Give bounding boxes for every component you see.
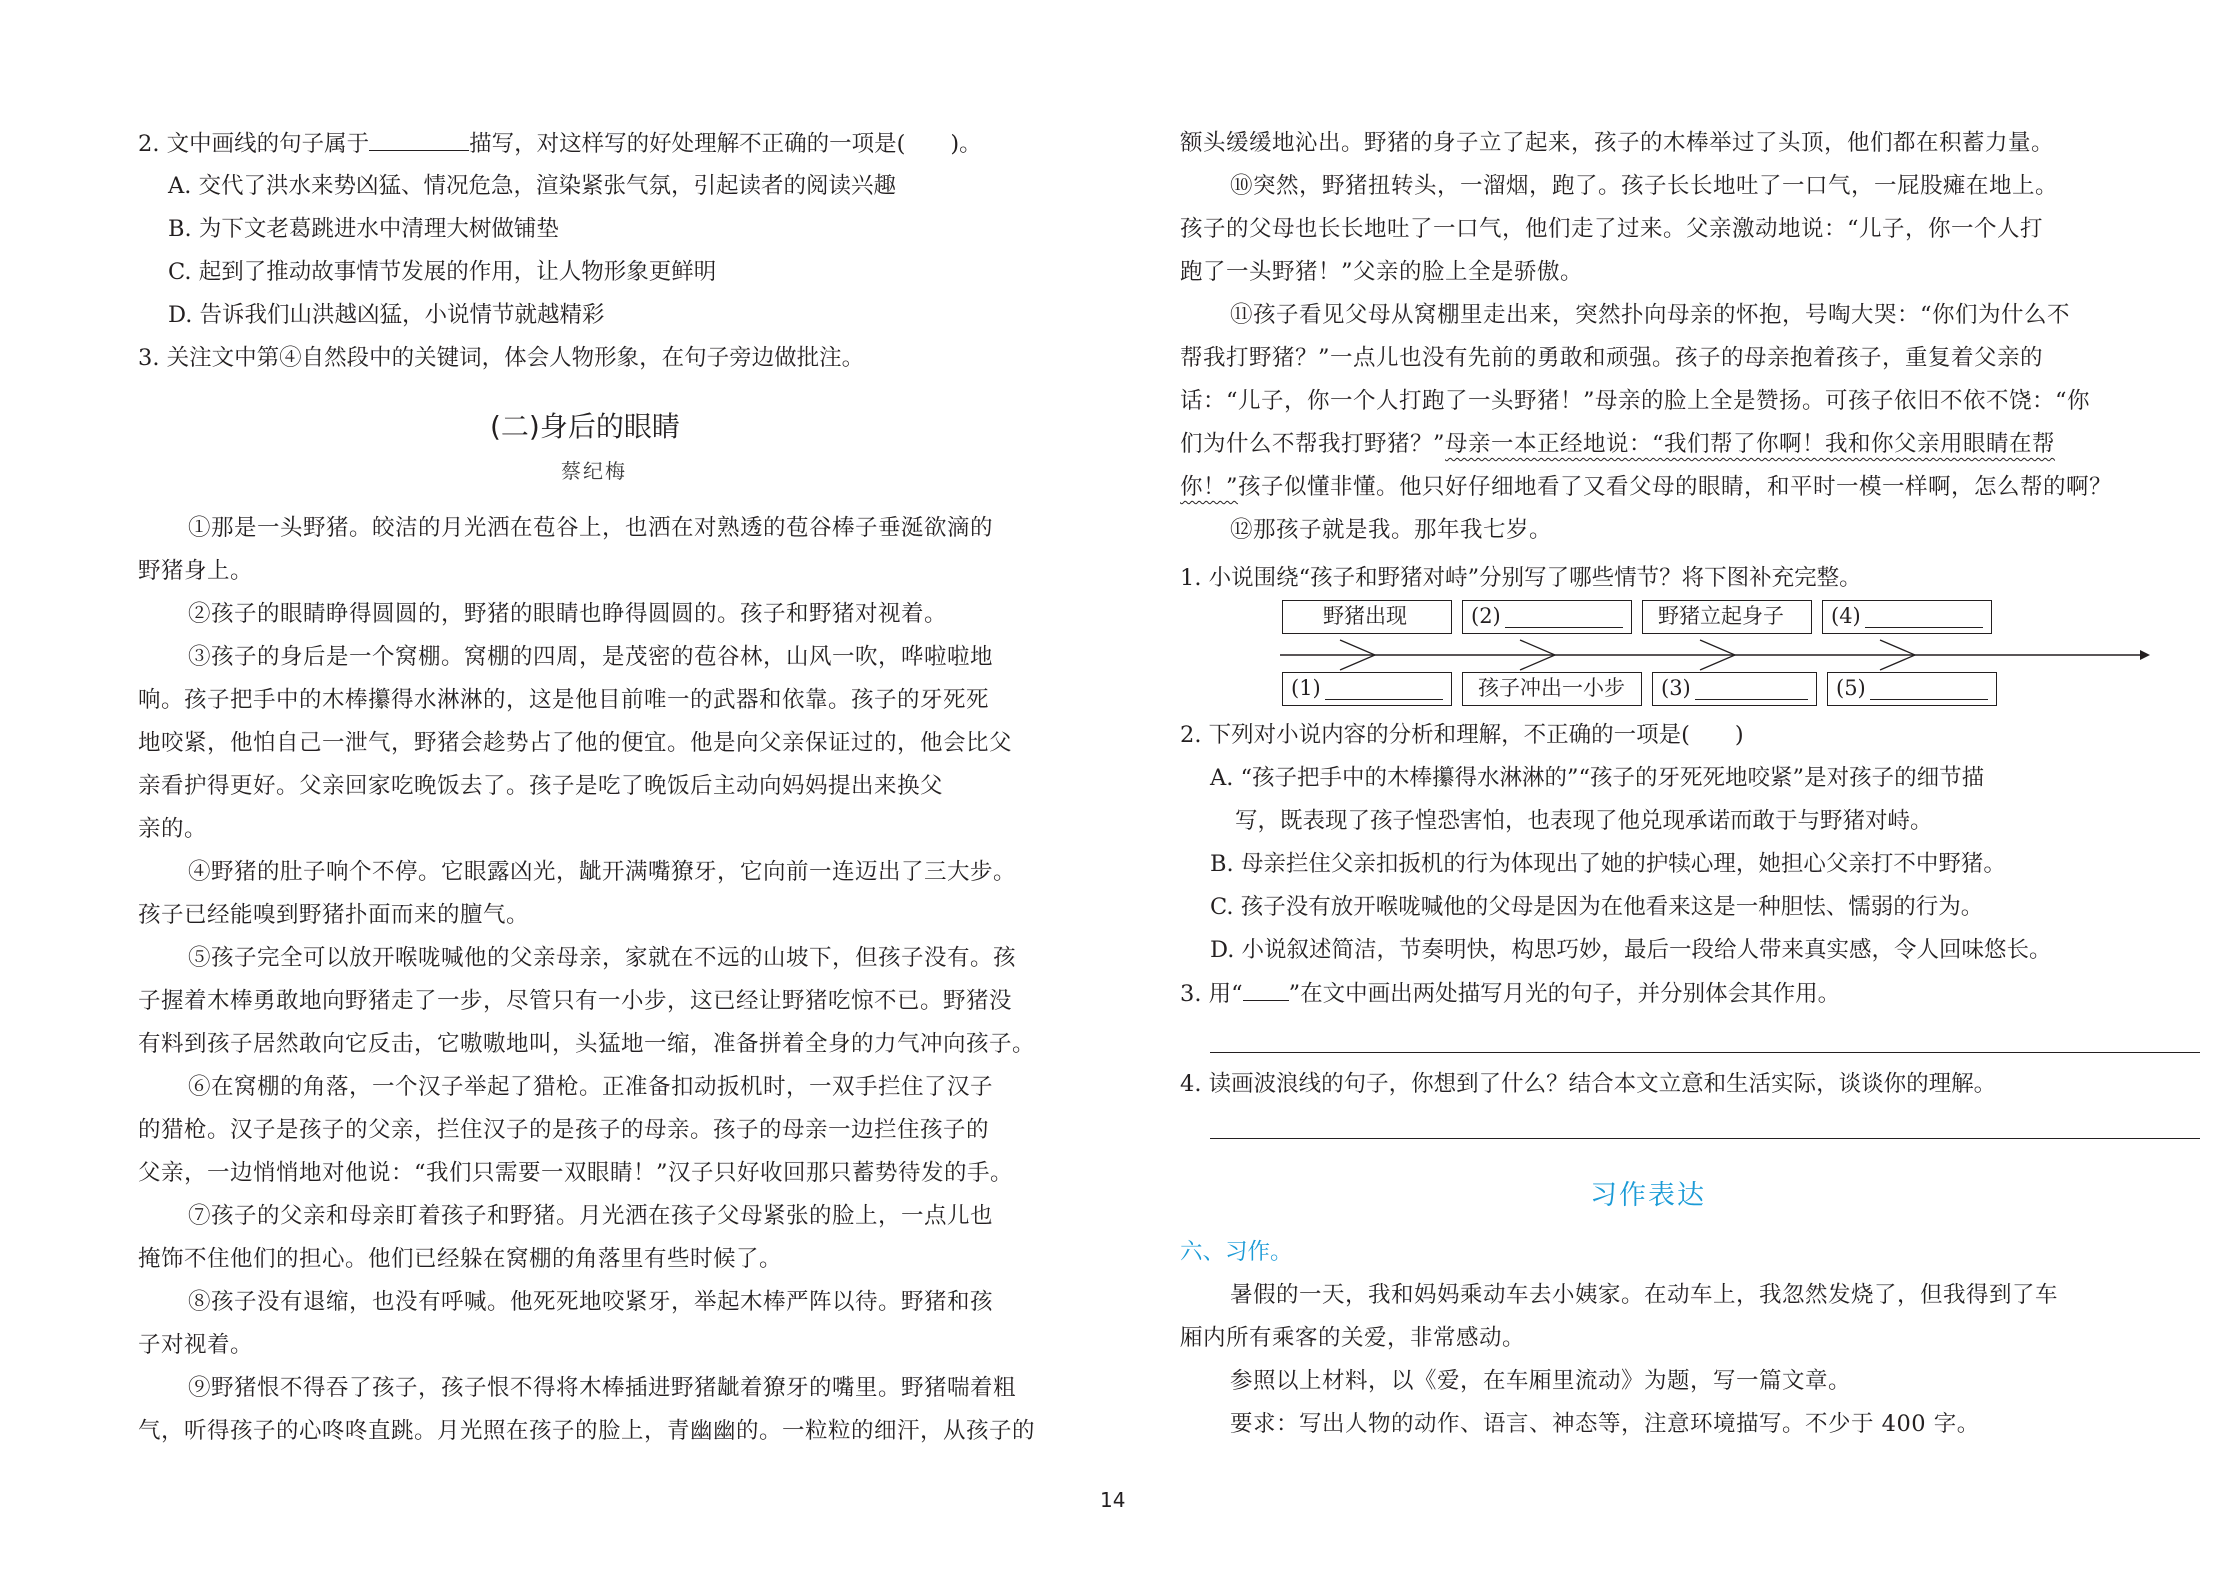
question-r3	[1180, 978, 1840, 1009]
story-line: 子对视着。	[138, 1332, 254, 1358]
writing-line: 参照以上材料，以《爱，在车厢里流动》为题，写一篇文章。	[1230, 1368, 1852, 1394]
story-line: 话：“儿子，你一个人打跑了一头野猪！”母亲的脸上全是赞扬。可孩子依旧不依不饶：“你	[1180, 388, 2091, 414]
writing-line: 暑假的一天，我和妈妈乘动车去小姨家。在动车上，我忽然发烧了，但我得到了车	[1230, 1282, 2059, 1308]
story-line: 响。孩子把手中的木棒攥得水淋淋的，这是他目前唯一的武器和依靠。孩子的牙死死	[138, 687, 990, 713]
story-line: ⑪孩子看见父母从窝棚里走出来，突然扑向母亲的怀抱，号啕大哭：“你们为什么不	[1230, 302, 2071, 328]
story-line: ⑤孩子完全可以放开喉咙喊他的父亲母亲，家就在不远的山坡下，但孩子没有。孩	[188, 945, 1017, 971]
question-2-stem-a: 2. 文中画线的句子属于	[138, 131, 370, 157]
writing-line: 厢内所有乘客的关爱，非常感动。	[1180, 1325, 1526, 1351]
story-line: 父亲，一边悄悄地对他说：“我们只需要一双眼睛！”汉子只好收回那只蓄势待发的手。	[138, 1160, 1014, 1186]
story-title: (二)身后的眼睛	[490, 410, 680, 443]
diagram-box-top[interactable]: (4)	[1822, 600, 1992, 634]
question-3: 3. 关注文中第④自然段中的关键词，体会人物形象，在句子旁边做批注。	[138, 345, 865, 371]
story-text: 孩子似懂非懂。他只好仔细地看了又看父母的眼睛，和平时一模一样啊，怎么帮的啊？	[1238, 474, 2113, 500]
story-line: 亲看护得更好。父亲回家吃晚饭去了。孩子是吃了晚饭后主动向妈妈提出来换父	[138, 773, 944, 799]
diagram-box-top: 野猪出现	[1282, 600, 1452, 634]
option-b: B. 母亲拦住父亲扣扳机的行为体现出了她的护犊心理，她担心父亲打不中野猪。	[1210, 851, 2006, 877]
story-line: 地咬紧，他怕自己一泄气，野猪会趁势占了他的便宜。他是向父亲保证过的，他会比父	[138, 730, 1013, 756]
story-line-wavy-1	[1180, 429, 2055, 459]
story-line: 有料到孩子居然敢向它反击，它嗷嗷地叫，头猛地一缩，准备拼着全身的力气冲向孩子。	[138, 1031, 1036, 1057]
story-line: ③孩子的身后是一个窝棚。窝棚的四周，是茂密的苞谷林，山风一吹，哗啦啦地	[188, 644, 994, 670]
story-line: 亲的。	[138, 816, 208, 842]
diagram-box-bottom: 孩子冲出一小步	[1462, 672, 1642, 706]
option-a: A. “孩子把手中的木棒攥得水淋淋的”“孩子的牙死死地咬紧”是对孩子的细节描	[1210, 765, 1985, 791]
answer-line[interactable]	[1210, 1138, 2200, 1139]
question-r2: 2. 下列对小说内容的分析和理解，不正确的一项是( )	[1180, 722, 1744, 748]
story-line: 帮我打野猪？”一点儿也没有先前的勇敢和顽强。孩子的母亲抱着孩子，重复着父亲的	[1180, 345, 2044, 371]
question-r1: 1. 小说围绕“孩子和野猪对峙”分别写了哪些情节？将下图补充完整。	[1180, 565, 1862, 591]
option-d: D. 小说叙述简洁，节奏明快，构思巧妙，最后一段给人带来真实感，令人回味悠长。	[1210, 937, 2052, 963]
story-line: ④野猪的肚子响个不停。它眼露凶光，龇开满嘴獠牙，它向前一连迈出了三大步。	[188, 859, 1017, 885]
answer-blank[interactable]	[369, 128, 469, 151]
story-line: ②孩子的眼睛睁得圆圆的，野猪的眼睛也睁得圆圆的。孩子和野猪对视着。	[188, 601, 948, 627]
story-line: ⑨野猪恨不得吞了孩子，孩子恨不得将木棒插进野猪龇着獠牙的嘴里。野猪喘着粗	[188, 1375, 1017, 1401]
diagram-box-bottom[interactable]: (1)	[1282, 672, 1452, 706]
option-a: A. 交代了洪水来势凶猛、情况危急，渲染紧张气氛，引起读者的阅读兴趣	[168, 173, 897, 199]
writing-line: 要求：写出人物的动作、语言、神态等，注意环境描写。不少于 400 字。	[1230, 1411, 1980, 1437]
answer-line[interactable]	[1210, 1052, 2200, 1053]
wavy-underlined-sentence: 你！”	[1180, 474, 1239, 500]
story-line: 掩饰不住他们的担心。他们已经躲在窝棚的角落里有些时候了。	[138, 1246, 783, 1272]
question-r4: 4. 读画波浪线的句子，你想到了什么？结合本文立意和生活实际，谈谈你的理解。	[1180, 1071, 1997, 1097]
question-r3-a: 3. 用“	[1180, 981, 1243, 1007]
line-symbol	[1243, 978, 1289, 1001]
story-line: 子握着木棒勇敢地向野猪走了一步，尽管只有一小步，这已经让野猪吃惊不已。野猪没	[138, 988, 1013, 1014]
story-line: ⑥在窝棚的角落，一个汉子举起了猎枪。正准备扣动扳机时，一双手拦住了汉子	[188, 1074, 994, 1100]
section-title: 习作表达	[1590, 1180, 1706, 1211]
diagram-box-bottom[interactable]: (3)	[1652, 672, 1817, 706]
story-line: ①那是一头野猪。皎洁的月光洒在苞谷上，也洒在对熟透的苞谷棒子垂涎欲滴的	[188, 515, 994, 541]
story-line: ⑫那孩子就是我。那年我七岁。	[1230, 517, 1553, 543]
story-line: 额头缓缓地沁出。野猪的身子立了起来，孩子的木棒举过了头顶，他们都在积蓄力量。	[1180, 130, 2055, 156]
diagram-box-top: 野猪立起身子	[1642, 600, 1812, 634]
wavy-underlined-sentence: 母亲一本正经地说：“我们帮了你啊！我和你父亲用眼睛在帮	[1445, 431, 2056, 457]
story-line: 跑了一头野猪！”父亲的脸上全是骄傲。	[1180, 259, 1584, 285]
question-2	[138, 128, 982, 159]
story-line: ⑧孩子没有退缩，也没有呼喊。他死死地咬紧牙，举起木棒严阵以待。野猪和孩	[188, 1289, 994, 1315]
story-line: ⑦孩子的父亲和母亲盯着孩子和野猪。月光洒在孩子父母紧张的脸上，一点儿也	[188, 1203, 994, 1229]
diagram-box-bottom[interactable]: (5)	[1827, 672, 1997, 706]
question-2-stem-b: 描写，对这样写的好处理解不正确的一项是( )。	[469, 131, 982, 157]
story-line: 的猎枪。汉子是孩子的父亲，拦住汉子的是孩子的母亲。孩子的母亲一边拦住孩子的	[138, 1117, 990, 1143]
story-text: 们为什么不帮我打野猪？”	[1180, 431, 1446, 457]
diagram-box-top[interactable]: (2)	[1462, 600, 1632, 634]
option-b: B. 为下文老葛跳进水中清理大树做铺垫	[168, 216, 559, 242]
story-line: 孩子已经能嗅到野猪扑面而来的膻气。	[138, 902, 530, 928]
story-line: 野猪身上。	[138, 558, 254, 584]
story-line: 孩子的父母也长长地吐了一口气，他们走了过来。父亲激动地说：“儿子，你一个人打	[1180, 216, 2044, 242]
section-label: 六、习作。	[1180, 1239, 1293, 1265]
story-author: 蔡纪梅	[561, 459, 627, 483]
option-c: C. 起到了推动故事情节发展的作用，让人物形象更鲜明	[168, 259, 717, 285]
option-d: D. 告诉我们山洪越凶猛，小说情节就越精彩	[168, 302, 605, 328]
question-r3-b: ”在文中画出两处描写月光的句子，并分别体会其作用。	[1288, 981, 1841, 1007]
page-number: 14	[1100, 1488, 1126, 1512]
option-c: C. 孩子没有放开喉咙喊他的父母是因为在他看来这是一种胆怯、懦弱的行为。	[1210, 894, 1984, 920]
story-line: 气，听得孩子的心咚咚直跳。月光照在孩子的脸上，青幽幽的。一粒粒的细汗，从孩子的	[138, 1418, 1036, 1444]
option-a-cont: 写，既表现了孩子惶恐害怕，也表现了他兑现承诺而敢于与野猪对峙。	[1235, 808, 1933, 834]
story-line-wavy-2	[1180, 472, 2112, 502]
story-line: ⑩突然，野猪扭转头，一溜烟，跑了。孩子长长地吐了一口气，一屁股瘫在地上。	[1230, 173, 2059, 199]
